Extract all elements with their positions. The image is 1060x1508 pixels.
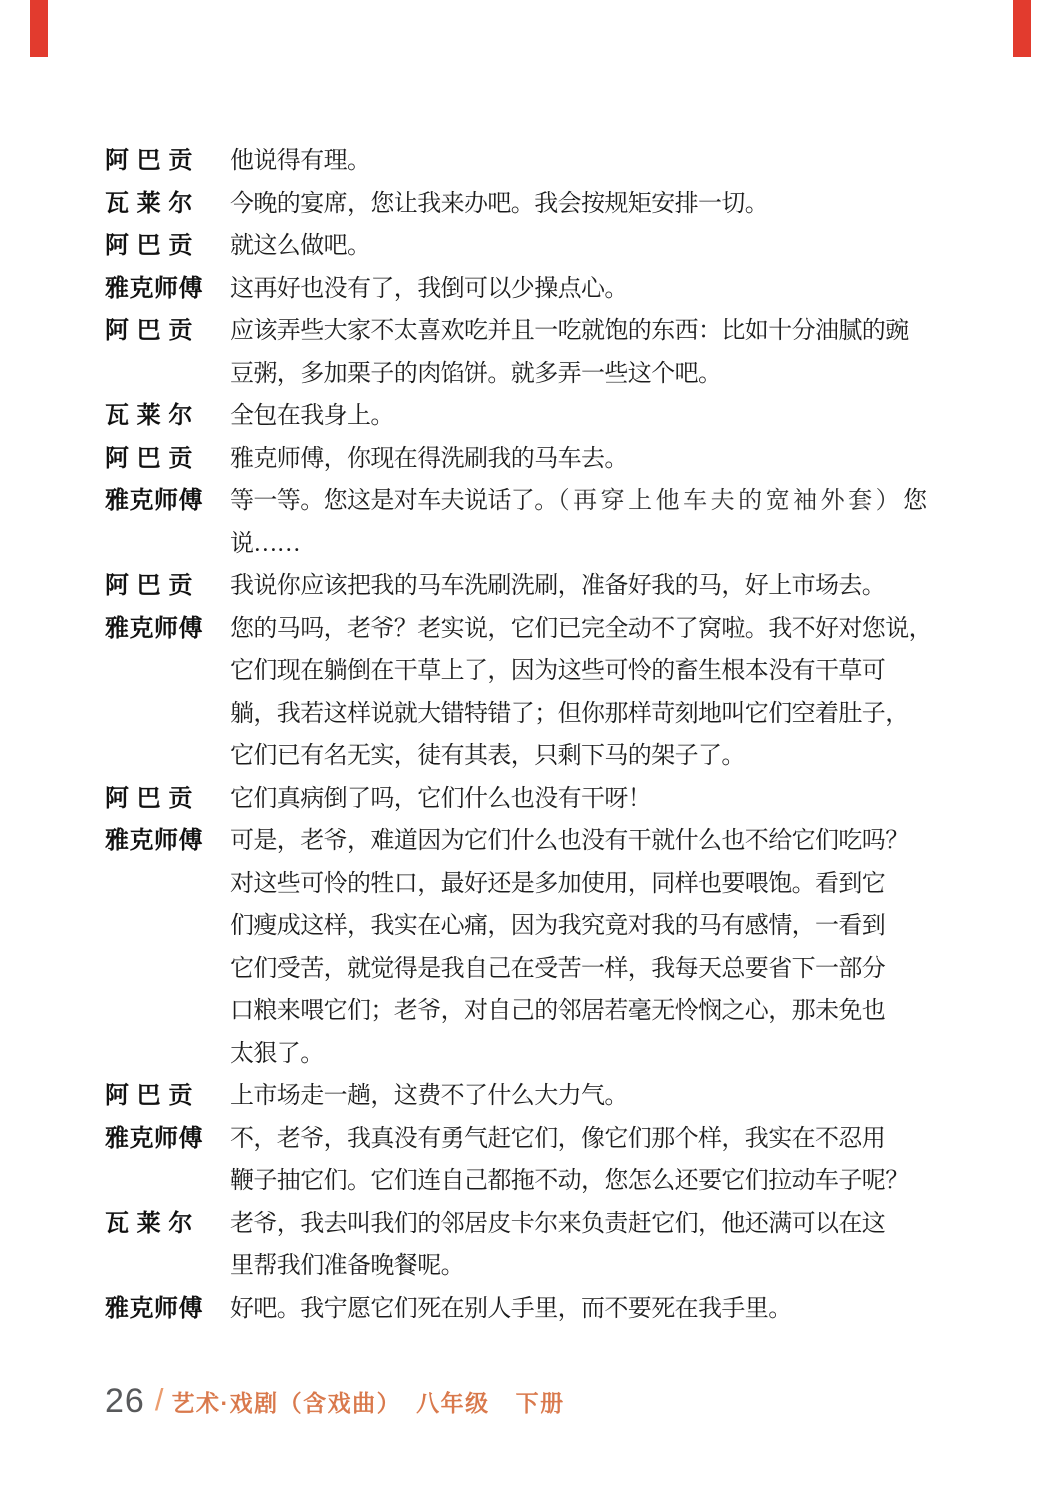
- speaker-name: 阿 巴 贡: [105, 147, 193, 174]
- dialogue-segment: 它们现在躺倒在干草上了，因为这些可怜的畜生根本没有干草可: [230, 658, 886, 684]
- page-footer: [105, 1380, 565, 1422]
- footer-volume: 下册: [515, 1389, 565, 1416]
- dialogue-entry: [105, 268, 975, 311]
- speaker-name: 阿 巴 贡: [105, 317, 193, 344]
- dialogue-line: [230, 565, 975, 608]
- dialogue-text: [230, 225, 975, 268]
- dialogue-entry: [105, 480, 975, 565]
- dialogue-text: [230, 565, 975, 608]
- dialogue-text: [230, 1075, 975, 1118]
- speaker-name: 阿 巴 贡: [105, 444, 193, 472]
- dialogue-line: [230, 778, 975, 821]
- dialogue-line: [230, 1160, 975, 1203]
- speaker-name: 阿 巴 贡: [105, 232, 193, 259]
- dialogue-text: [230, 1288, 975, 1331]
- footer-grade: 八年级: [416, 1389, 490, 1416]
- dialogue-text: [230, 480, 975, 565]
- dialogue-text: [230, 1118, 975, 1203]
- dialogue-line: [230, 310, 975, 353]
- dialogue-segment: 上市场走一趟，这费不了什么大力气。: [230, 1083, 628, 1109]
- dialogue-line: [230, 353, 975, 396]
- speaker-name: 阿 巴 贡: [105, 1082, 193, 1109]
- script-dialogue: [105, 140, 975, 1330]
- dialogue-segment: 他说得有理。: [230, 148, 371, 174]
- page-corner-tab-left: [30, 0, 48, 57]
- speaker-name: 雅克师傅: [105, 274, 203, 302]
- dialogue-entry: [105, 820, 975, 1075]
- stage-direction: （再穿上他车夫的宽袖外套）: [557, 488, 904, 514]
- dialogue-segment: 全包在我身上。: [230, 403, 394, 429]
- dialogue-segment: 不，老爷，我真没有勇气赶它们，像它们那个样，我实在不忍用: [230, 1125, 886, 1152]
- dialogue-line: [230, 268, 975, 311]
- dialogue-text: [230, 395, 975, 438]
- dialogue-line: [230, 140, 975, 183]
- dialogue-entry: [105, 608, 975, 778]
- dialogue-segment: 它们已有名无实，徒有其表，只剩下马的架子了。: [230, 743, 745, 769]
- dialogue-text: [230, 1203, 975, 1288]
- dialogue-entry: [105, 1288, 975, 1331]
- dialogue-segment: 豆粥，多加栗子的肉馅饼。就多弄一些这个吧。: [230, 360, 722, 387]
- footer-separator: /: [154, 1382, 164, 1417]
- dialogue-text: [230, 820, 975, 1075]
- speaker-name: 雅克师傅: [105, 827, 203, 854]
- dialogue-segment: 里帮我们准备晚餐呢。: [230, 1253, 464, 1279]
- dialogue-line: [230, 523, 975, 566]
- dialogue-entry: [105, 565, 975, 608]
- dialogue-line: [230, 863, 975, 906]
- speaker-name: 阿 巴 贡: [105, 784, 193, 812]
- dialogue-line: [230, 1203, 975, 1246]
- page-number: 26: [105, 1381, 145, 1420]
- dialogue-line: [230, 1288, 975, 1331]
- dialogue-segment: 雅克师傅，你现在得洗刷我的马车去。: [230, 445, 628, 472]
- speaker-name: 雅克师傅: [105, 1124, 203, 1152]
- dialogue-segment: 它们真病倒了吗，它们什么也没有干呀！: [230, 785, 652, 812]
- dialogue-segment: 应该弄些大家不太喜欢吃并且一吃就饱的东西：比如十分油腻的豌: [230, 318, 909, 344]
- dialogue-line: [230, 480, 975, 523]
- dialogue-text: [230, 438, 975, 481]
- dialogue-entry: [105, 1118, 975, 1203]
- dialogue-line: [230, 693, 975, 736]
- dialogue-segment: 老爷，我去叫我们的邻居皮卡尔来负责赶它们，他还满可以在这: [230, 1210, 886, 1237]
- dialogue-segment: 这再好也没有了，我倒可以少操点心。: [230, 275, 628, 302]
- dialogue-text: [230, 778, 975, 821]
- speaker-name: 瓦 莱 尔: [105, 402, 193, 429]
- speaker-name: 瓦 莱 尔: [105, 1209, 193, 1237]
- speaker-name: 雅克师傅: [105, 487, 203, 514]
- speaker-name: 阿 巴 贡: [105, 572, 193, 599]
- dialogue-segment: 我说你应该把我的马车洗刷洗刷，准备好我的马，好上市场去。: [230, 573, 886, 599]
- dialogue-line: [230, 990, 975, 1033]
- dialogue-segment: 您的马吗，老爷？老实说，它们已完全动不了窝啦。我不好对您说，: [230, 615, 932, 642]
- dialogue-segment: 口粮来喂它们；老爷，对自己的邻居若毫无怜悯之心，那未免也: [230, 998, 886, 1024]
- dialogue-segment: 等一等。您这是对车夫说话了。: [230, 488, 558, 514]
- dialogue-segment: 好吧。我宁愿它们死在别人手里，而不要死在我手里。: [230, 1295, 792, 1322]
- dialogue-line: [230, 395, 975, 438]
- dialogue-entry: [105, 1203, 975, 1288]
- speaker-name: 瓦 莱 尔: [105, 189, 193, 217]
- dialogue-entry: [105, 778, 975, 821]
- dialogue-text: [230, 310, 975, 395]
- dialogue-segment: 鞭子抽它们。它们连自己都拖不动，您怎么还要它们拉动车子呢？: [230, 1168, 909, 1194]
- speaker-name: 雅克师傅: [105, 1294, 203, 1322]
- dialogue-line: [230, 608, 975, 651]
- dialogue-segment: 太狠了。: [230, 1040, 324, 1067]
- dialogue-line: [230, 1075, 975, 1118]
- speaker-name: 雅克师傅: [105, 614, 203, 642]
- dialogue-segment: 它们受苦，就觉得是我自己在受苦一样，我每天总要省下一部分: [230, 955, 886, 982]
- dialogue-line: [230, 1245, 975, 1288]
- dialogue-segment: 躺，我若这样说就大错特错了；但你那样苛刻地叫它们空着肚子，: [230, 700, 909, 727]
- dialogue-entry: [105, 225, 975, 268]
- dialogue-entry: [105, 140, 975, 183]
- dialogue-text: [230, 183, 975, 226]
- dialogue-segment: 对这些可怜的牲口，最好还是多加使用，同样也要喂饱。看到它: [230, 870, 886, 897]
- dialogue-line: [230, 820, 975, 863]
- dialogue-entry: [105, 183, 975, 226]
- dialogue-segment: 说……: [230, 530, 301, 557]
- dialogue-line: [230, 438, 975, 481]
- footer-course-title: 艺术·戏剧（含戏曲）: [171, 1389, 402, 1416]
- dialogue-text: [230, 140, 975, 183]
- dialogue-line: [230, 225, 975, 268]
- dialogue-text: [230, 608, 975, 778]
- dialogue-segment: 可是，老爷，难道因为它们什么也没有干就什么也不给它们吃吗？: [230, 828, 909, 854]
- dialogue-line: [230, 948, 975, 991]
- dialogue-line: [230, 650, 975, 693]
- dialogue-entry: [105, 1075, 975, 1118]
- dialogue-line: [230, 735, 975, 778]
- dialogue-entry: [105, 438, 975, 481]
- dialogue-segment: 们瘦成这样，我实在心痛，因为我究竟对我的马有感情，一看到: [230, 913, 886, 939]
- dialogue-segment: 今晚的宴席，您让我来办吧。我会按规矩安排一切。: [230, 190, 769, 217]
- dialogue-segment: 您: [903, 488, 927, 514]
- dialogue-line: [230, 1118, 975, 1161]
- page-corner-tab-right: [1013, 0, 1031, 57]
- dialogue-segment: 就这么做吧。: [230, 233, 371, 259]
- dialogue-line: [230, 1033, 975, 1076]
- dialogue-text: [230, 268, 975, 311]
- dialogue-line: [230, 183, 975, 226]
- dialogue-entry: [105, 310, 975, 395]
- dialogue-line: [230, 905, 975, 948]
- dialogue-entry: [105, 395, 975, 438]
